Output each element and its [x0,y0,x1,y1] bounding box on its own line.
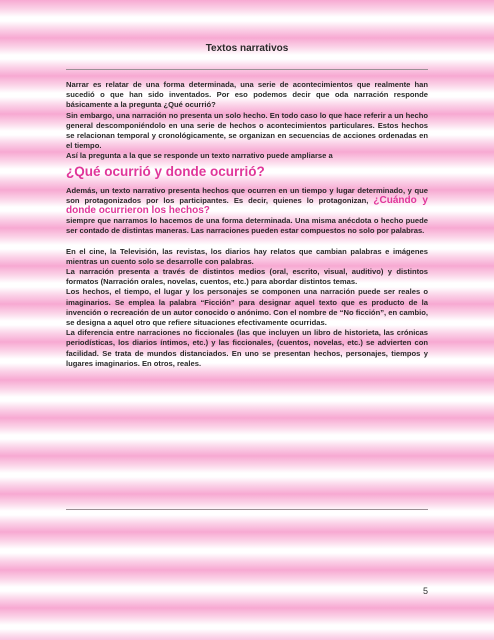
paragraph-differences: La diferencia entre narraciones no ficcionales (las que incluyen un libro de historieta, las crónicas periodísticas, los diarios íntimos, etc.) y las ficcionales, (cuentos, novelas, etc.) se advierten con facilidad. Se trata de mundos distanciados. En uno se presentan hechos, personajes, tiempos y lugares imaginarios. En otros, reales. [66,328,428,368]
highlight-heading: ¿Qué ocurrió y donde ocurrió? [66,163,265,179]
paragraph-time-place [66,186,428,217]
inline-highlight-question: ¿Cuándo y donde ocurrieron los hechos? [66,194,428,217]
header-divider [66,69,428,70]
paragraph-manner: siempre que narramos lo hacemos de una forma determinada. Una misma anécdota o hecho puede ser contado de distintas maneras. Las narraciones pueden estar compuestos no solo por palabras. [66,216,428,236]
page-title: Textos narrativos [205,43,289,54]
paragraph-time-place-text: Además, un texto narrativo presenta hechos que ocurren en un tiempo y lugar determinado, y que son protagonizados por los participantes. Es decir, quienes lo protagonizan, [66,185,428,205]
body-text [66,80,428,369]
paragraph-spacer [66,237,428,247]
paragraph-formats: La narración presenta a través de distintos medios (oral, escrito, visual, auditivo) y distintos formatos (Narración orales, novelas, cuentos, etc.) para abordar distintos temas. [66,267,428,287]
paragraph-question-lead: Así la pregunta a la que se responde un texto narrativo puede ampliarse a [66,151,333,161]
footer-divider [66,509,428,510]
paragraph-intro: Narrar es relatar de una forma determinada, una serie de acontecimientos que realmente han sucedió o que han sido inventados. Por eso podemos decir que oda narración responde básicamente a la pregunta ¿Qué ocurrió? [66,80,428,110]
paragraph-fiction: Los hechos, el tiempo, el lugar y los personajes se componen una narración puede ser reales o imaginarios. Se emplea la palabra “Ficción” para designar aquel texto que es producto de la invención o recreación de un autor conocido o anónimo. Con el nombre de “No ficción”, en cambio, se designa a aquel otro que refiere situaciones efectivamente ocurridas. [66,287,428,328]
page-number: 5 [422,586,428,596]
paragraph-events: Sin embargo, una narración no presenta un solo hecho. En todo caso lo que hace referir a un hecho general descomponiéndolo en una serie de hechos o acontecimientos particulares. Estos hechos se relacionan temporal y cronológicamente, se organizan en secuencias de acciones ordenadas en el tiempo. [66,110,428,151]
paragraph-media: En el cine, la Televisión, las revistas, los diarios hay relatos que cambian palabras e imágenes mientras un cuento solo se desarrolle con palabras. [66,246,428,266]
